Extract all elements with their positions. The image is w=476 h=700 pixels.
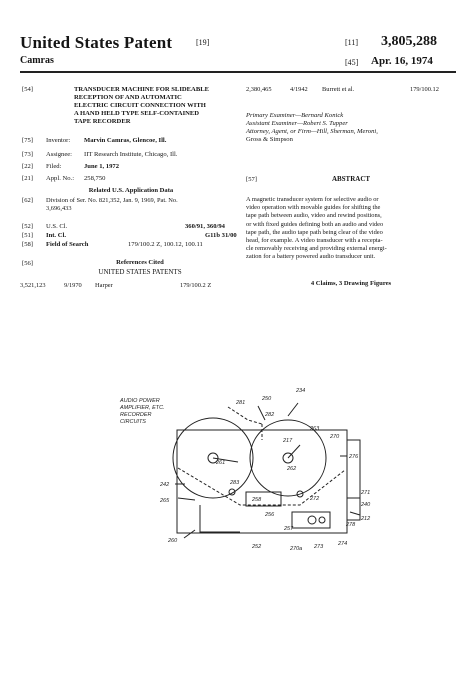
inventor-value: Marvin Camras, Glencoe, Ill. bbox=[84, 137, 167, 144]
attorney-line-2: Gross & Simpson bbox=[246, 136, 293, 143]
appl-label: Appl. No.: bbox=[46, 175, 75, 182]
ref-numeral: 242 bbox=[160, 482, 170, 488]
ref-numeral: 262 bbox=[287, 466, 297, 472]
ref-numeral: 252 bbox=[252, 544, 262, 550]
ref-right-name: Burrett et al. bbox=[322, 86, 355, 93]
ref-numeral: 282 bbox=[265, 412, 275, 418]
inventor-code: [75] bbox=[22, 137, 33, 144]
wiring-line bbox=[228, 407, 262, 424]
leader bbox=[350, 512, 360, 515]
abstract-code: [57] bbox=[246, 176, 257, 183]
patent-date: Apr. 16, 1974 bbox=[371, 55, 433, 67]
title-line-3: ELECTRIC CIRCUIT CONNECTION WITH bbox=[74, 102, 206, 109]
title-line-5: TAPE RECORDER bbox=[74, 118, 131, 125]
leader bbox=[184, 530, 195, 538]
references-heading: References Cited bbox=[116, 259, 164, 266]
abstract-line: video operation with movable guides for shifting the bbox=[246, 204, 381, 212]
patent-header-title: United States Patent bbox=[20, 33, 173, 52]
ref-numeral: 258 bbox=[252, 497, 262, 503]
side-panel bbox=[347, 440, 360, 520]
capstan bbox=[308, 516, 316, 524]
title-line-4: A HAND HELD TYPE SELF-CONTAINED bbox=[74, 110, 200, 117]
ref-numeral: 256 bbox=[265, 512, 275, 518]
ref-numeral: 260 bbox=[168, 538, 178, 544]
filed-code: [22] bbox=[22, 163, 33, 170]
pinch-roller bbox=[319, 517, 325, 523]
ref-right-number: 2,380,465 bbox=[246, 86, 272, 93]
assignee-code: [73] bbox=[22, 151, 33, 158]
related-line-2: 3,696,433 bbox=[46, 205, 72, 212]
patent-number: 3,805,288 bbox=[381, 34, 437, 49]
ref-numeral: 250 bbox=[262, 396, 272, 402]
inventor-label: Inventor: bbox=[46, 137, 71, 144]
header-title-code: [19] bbox=[196, 38, 210, 47]
assignee-label: Assignee: bbox=[46, 151, 73, 158]
filed-label: Filed: bbox=[46, 163, 62, 170]
title-line-1: TRANSDUCER MACHINE FOR SLIDEABLE bbox=[74, 86, 210, 93]
assignee-value: IIT Research Institute, Chicago, Ill. bbox=[84, 151, 178, 158]
uscl-code: [52] bbox=[22, 223, 33, 230]
ref-numeral: 265 bbox=[160, 498, 170, 504]
abstract-line: zation for a battery powered audio transducer unit. bbox=[246, 253, 376, 261]
lower-frame bbox=[200, 505, 240, 532]
date-code: [45] bbox=[345, 58, 359, 67]
abstract-line: A magnetic transducer system for selective audio or bbox=[246, 196, 379, 203]
field-code: [58] bbox=[22, 241, 33, 248]
leader bbox=[178, 498, 195, 500]
abstract-line: cle removably receiving and providing external energi- bbox=[246, 245, 387, 253]
drawing-label-line-4: CIRCUITS bbox=[120, 419, 146, 425]
appl-value: 258,750 bbox=[84, 175, 106, 182]
uscl-value: 360/91, 360/94 bbox=[185, 223, 225, 230]
ref-numeral: 272 bbox=[310, 496, 320, 502]
drawing-label-line-1: AUDIO POWER bbox=[120, 398, 160, 404]
ref-right-class: 179/100.12 bbox=[410, 86, 439, 93]
primary-examiner: Primary Examiner—Bernard Konick bbox=[246, 112, 344, 119]
header-inventor: Camras bbox=[20, 55, 54, 66]
filed-value: June 1, 1972 bbox=[84, 163, 119, 170]
reel-right-spoke bbox=[288, 445, 300, 458]
ref-numeral: 274 bbox=[338, 541, 348, 547]
patent-number-code: [11] bbox=[345, 38, 359, 47]
leader bbox=[258, 406, 265, 420]
title-line-2: RECEPTION OF AND AUTOMATIC bbox=[74, 94, 182, 101]
ref-numeral: 212 bbox=[361, 516, 371, 522]
related-line-1: Division of Ser. No. 821,352, Jan. 9, 1969, Pat. No. bbox=[46, 197, 178, 204]
ref-left-date: 9/1970 bbox=[64, 282, 82, 289]
abstract-line: tape path, the audio tape path being clear of the video bbox=[246, 228, 383, 236]
attorney-line-1: Attorney, Agent, or Firm—Hill, Sherman, Meroni, bbox=[246, 128, 378, 135]
claims-summary: 4 Claims, 3 Drawing Figures bbox=[310, 280, 392, 287]
ref-numeral: 240 bbox=[361, 502, 371, 508]
ref-left-class: 179/100.2 Z bbox=[180, 282, 212, 289]
ref-numeral: 281 bbox=[236, 400, 246, 406]
appl-code: [21] bbox=[22, 175, 33, 182]
abstract-title: ABSTRACT bbox=[331, 175, 371, 183]
references-subheading: UNITED STATES PATENTS bbox=[98, 268, 182, 276]
assistant-examiner: Assistant Examiner—Robert S. Tupper bbox=[246, 120, 348, 127]
ref-numeral: 278 bbox=[346, 522, 356, 528]
related-code: [62] bbox=[22, 197, 33, 204]
ref-left-number: 3,521,123 bbox=[20, 282, 46, 289]
drawing-label-line-3: RECORDER bbox=[120, 412, 152, 418]
title-code: [54] bbox=[22, 86, 33, 93]
related-heading: Related U.S. Application Data bbox=[88, 187, 174, 194]
intcl-label: Int. Cl. bbox=[46, 232, 66, 239]
ref-numeral: 257 bbox=[284, 526, 294, 532]
ref-left-name: Harper bbox=[95, 282, 113, 289]
ref-numeral: 276 bbox=[349, 454, 359, 460]
field-value: 179/100.2 Z, 100.12, 100.11 bbox=[128, 241, 203, 248]
abstract-line: head, for example. A video transducer with a recepta- bbox=[246, 237, 383, 245]
abstract-line: tape path between audio, video and rewind positions, bbox=[246, 212, 382, 220]
ref-numeral: 234 bbox=[296, 388, 306, 394]
head-block bbox=[292, 512, 330, 528]
leader bbox=[288, 403, 298, 416]
uscl-label: U.S. Cl. bbox=[46, 223, 68, 230]
ref-numeral: 273 bbox=[314, 544, 324, 550]
tape-path bbox=[178, 468, 345, 505]
intcl-value: G11b 31/00 bbox=[205, 232, 237, 239]
ref-numeral: 271 bbox=[361, 490, 371, 496]
ref-numeral: 217 bbox=[283, 438, 293, 444]
ref-right-date: 4/1942 bbox=[290, 86, 308, 93]
ref-numeral: 270 bbox=[330, 434, 340, 440]
ref-numeral: 270a bbox=[290, 546, 303, 552]
intcl-code: [51] bbox=[22, 232, 33, 239]
drawing-label-line-2: AMPLIFIER, ETC. bbox=[120, 405, 165, 411]
ref-numeral: 261 bbox=[216, 460, 226, 466]
references-code: [56] bbox=[22, 260, 33, 267]
abstract-line: or with fixed guides defining both an audio and video bbox=[246, 220, 384, 228]
ref-numeral: 263 bbox=[310, 426, 320, 432]
ref-numeral: 283 bbox=[230, 480, 240, 486]
field-label: Field of Search bbox=[46, 241, 89, 248]
